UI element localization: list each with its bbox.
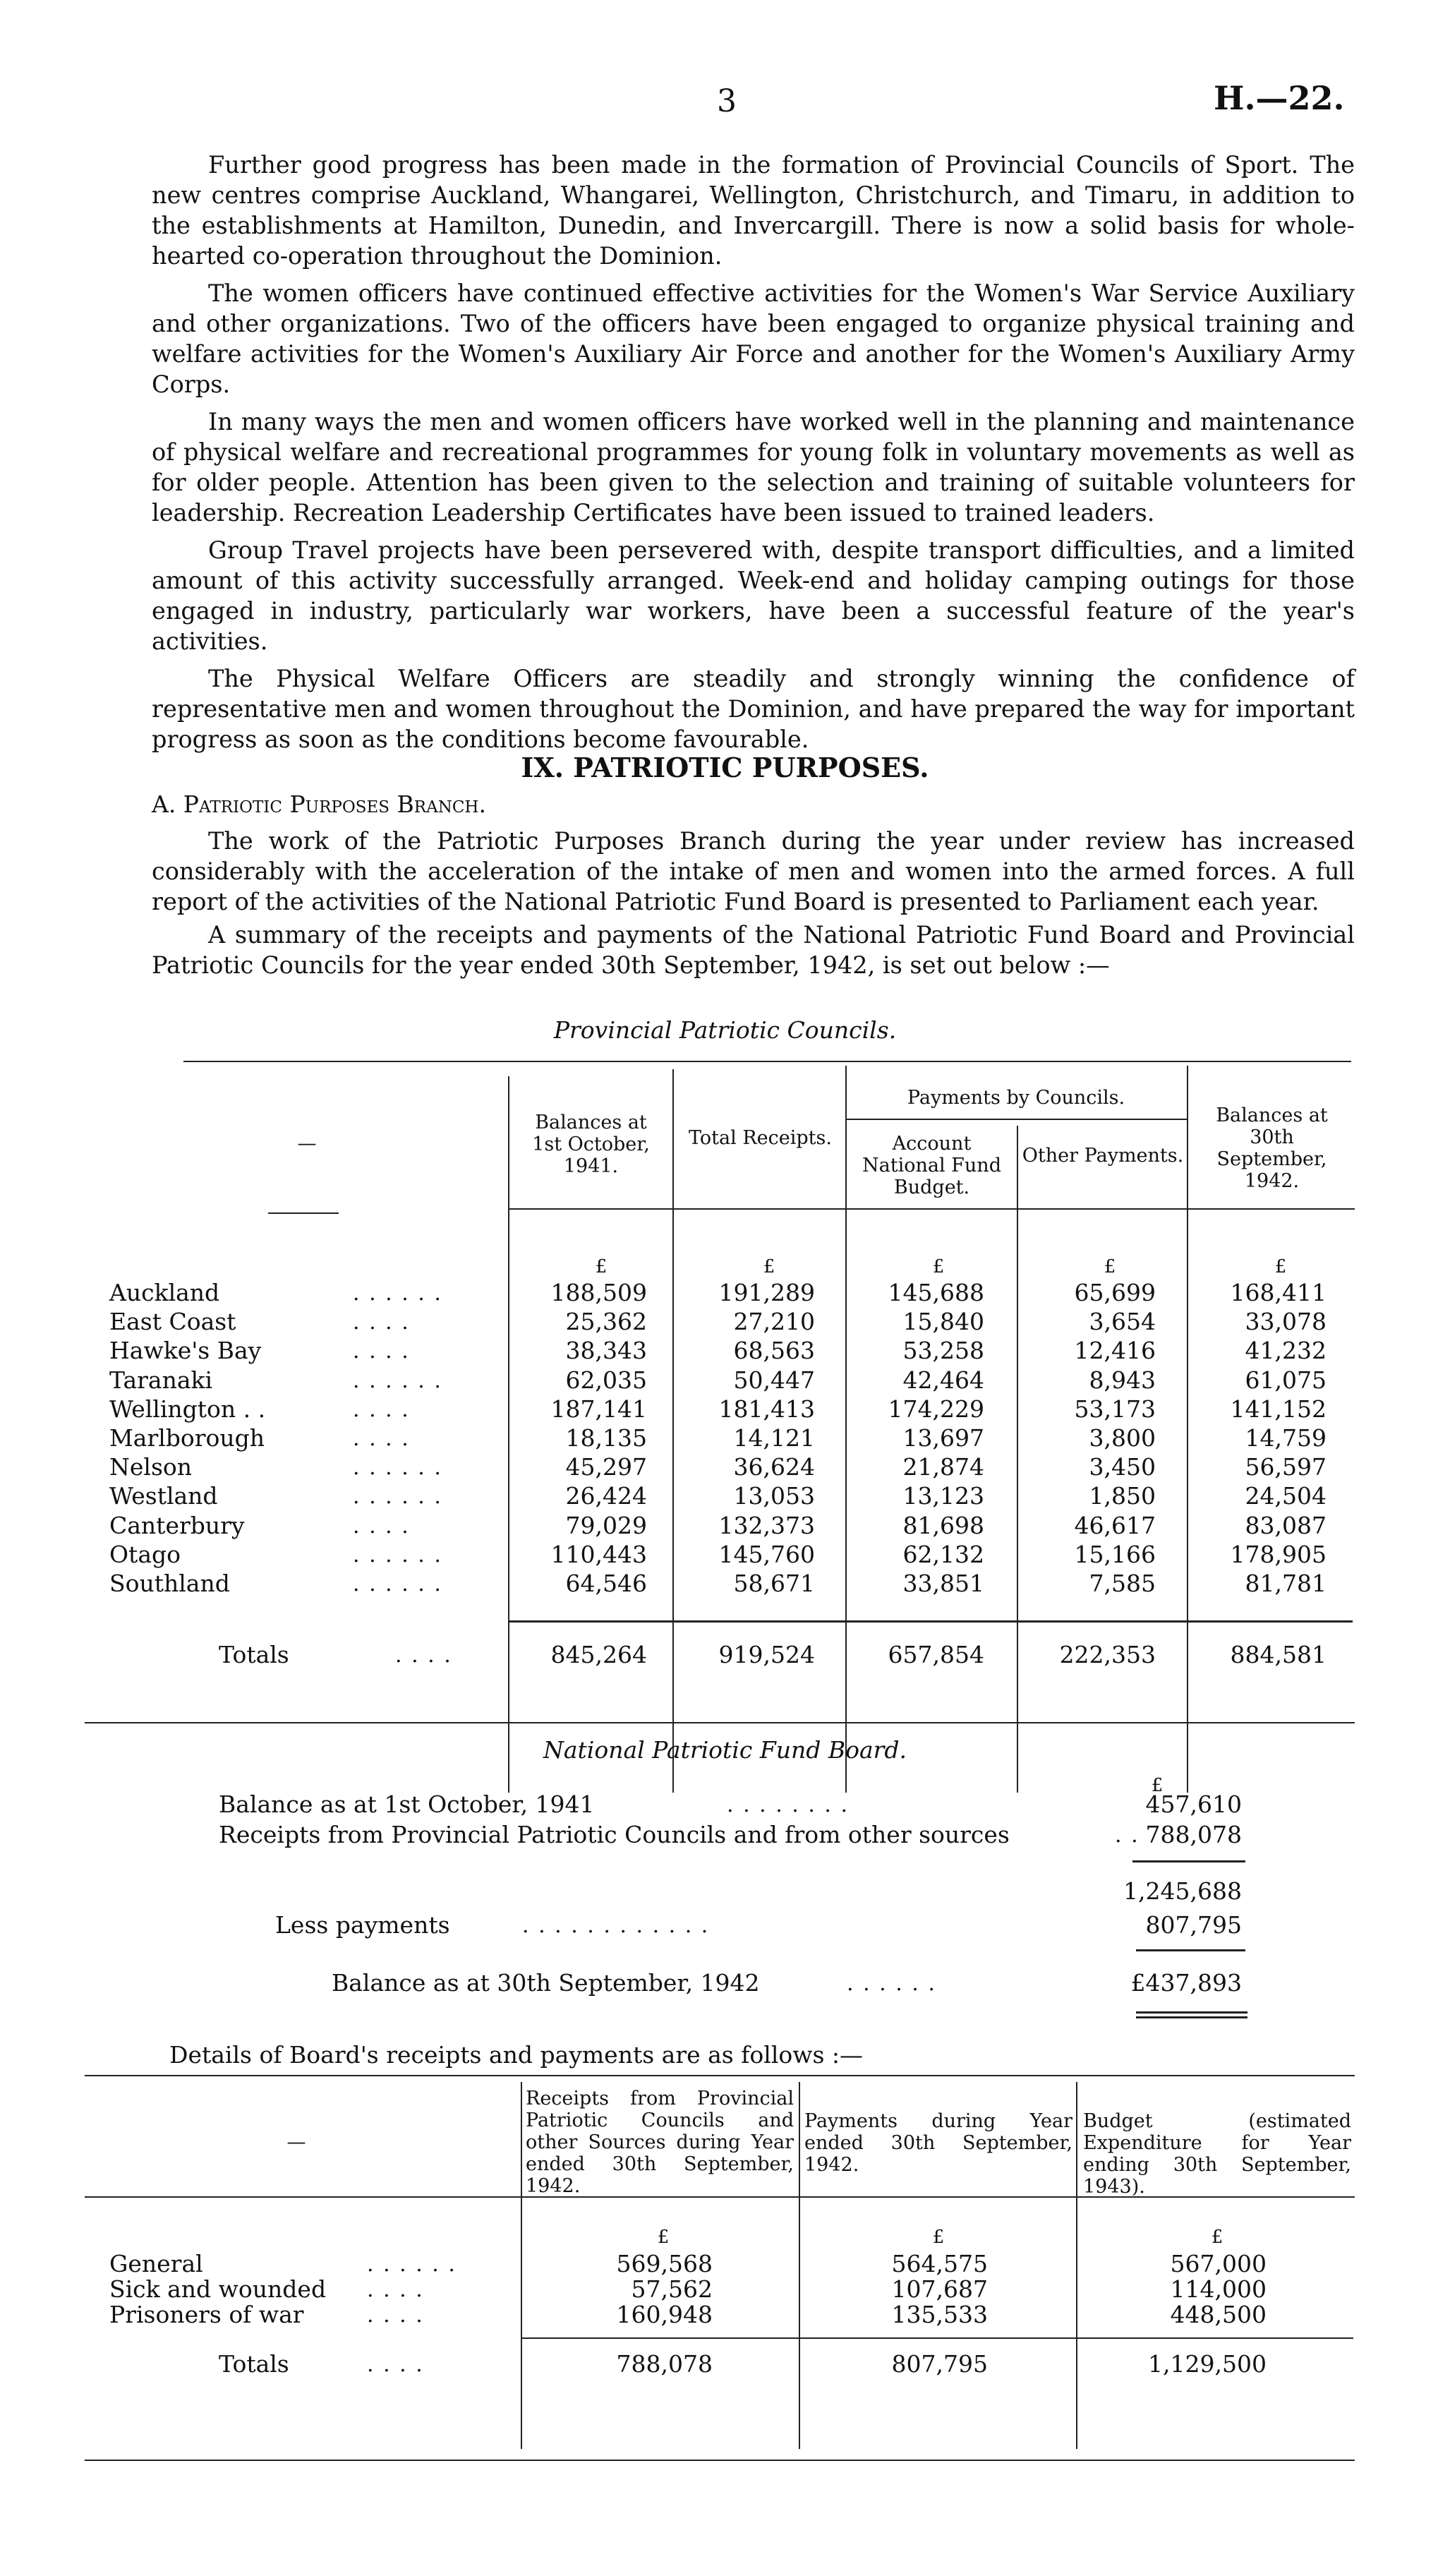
- table-cell-value: 38,343: [565, 1337, 647, 1365]
- currency-label: £: [657, 2227, 670, 2248]
- table-cell-value: 53,258: [902, 1337, 984, 1365]
- region-name: Auckland: [109, 1279, 220, 1306]
- table-cell-value: 79,029: [565, 1511, 647, 1539]
- statement-label: Receipts from Provincial Patriotic Councils and from other sources: [219, 1821, 1010, 1848]
- leader-dots: . . . . . .: [847, 1971, 936, 1996]
- table-cell-value: 81,698: [902, 1511, 984, 1539]
- category-name: Sick and wounded: [109, 2275, 327, 2303]
- stub-header: —: [286, 2131, 306, 2153]
- paragraph: The work of the Patriotic Purposes Branch during the year under review has increased considerably with the acceleration of the intake of men and women into the armed forces. A full report of the activities of the National Patriotic Fund Board is presented to Parliament each year.: [152, 827, 1355, 915]
- column-rule: [521, 2082, 522, 2449]
- totals-rule: [521, 2337, 1353, 2339]
- table-cell-value: 567,000: [1170, 2250, 1267, 2277]
- column-rule: [1076, 2082, 1077, 2449]
- col-header-total-receipts: Total Receipts.: [689, 1127, 832, 1149]
- leader-dots: . . . .: [353, 1339, 410, 1364]
- table-cell-value: 26,424: [565, 1482, 647, 1510]
- table-cell-value: 110,443: [550, 1540, 647, 1568]
- less-payments-value: 807,795: [1145, 1911, 1242, 1939]
- leader-dots: . . . .: [353, 1513, 410, 1539]
- totals-value: 788,078: [616, 2350, 713, 2378]
- balance-value: £437,893: [1130, 1969, 1242, 1997]
- statement-label: Balance as at 1st October, 1941: [219, 1790, 595, 1818]
- table-cell-value: 58,671: [733, 1570, 815, 1597]
- leader-dots: . . . .: [353, 1397, 410, 1422]
- table-cell-value: 7,585: [1089, 1570, 1156, 1597]
- leader-dots: . . . . . . . . . . . .: [522, 1913, 710, 1938]
- table-cell-value: 15,166: [1074, 1540, 1156, 1568]
- page-number: 3: [717, 83, 737, 119]
- table-cell-value: 56,597: [1245, 1453, 1327, 1481]
- leader-dots: . . . . . .: [353, 1572, 442, 1596]
- table-cell-value: 191,289: [718, 1279, 815, 1306]
- table-cell-value: 448,500: [1170, 2301, 1267, 2328]
- statement-value: 457,610: [1145, 1790, 1242, 1818]
- table-cell-value: 33,851: [902, 1570, 984, 1597]
- col-header-other-payments: Other Payments.: [1022, 1145, 1184, 1167]
- table-cell-value: 114,000: [1170, 2275, 1267, 2303]
- paragraph: The Physical Welfare Officers are steadily and strongly winning the confidence of representative men and women throughout the Dominion, and have prepared the way for important progress as soon as the conditions become favourable.: [152, 665, 1355, 753]
- stub-rule: [268, 1212, 339, 1214]
- currency-label: £: [595, 1256, 608, 1277]
- currency-label: £: [1211, 2227, 1224, 2248]
- table-cell-value: 145,688: [888, 1279, 984, 1306]
- region-name: Wellington . .: [109, 1395, 266, 1423]
- table-bottom-rule: [85, 1722, 1355, 1723]
- category-name: Prisoners of war: [109, 2301, 304, 2328]
- table-cell-value: 12,416: [1074, 1337, 1156, 1365]
- col-header-balances-1941: Balances at 1st October, 1941.: [532, 1112, 650, 1177]
- table-cell-value: 569,568: [616, 2250, 713, 2277]
- totals-label: Totals: [219, 1641, 289, 1668]
- leader-dots: . . . . . .: [353, 1455, 442, 1481]
- leader-dots: . . . . . . . .: [727, 1793, 850, 1817]
- table-cell-value: 41,232: [1245, 1337, 1327, 1365]
- region-name: Southland: [109, 1570, 230, 1597]
- subsection-title: A. Patriotic Purposes Branch.: [152, 790, 486, 818]
- table-cell-value: 188,509: [550, 1279, 647, 1306]
- column-rule: [799, 2082, 800, 2449]
- table-cell-value: 45,297: [565, 1453, 647, 1481]
- totals-value: 884,581: [1230, 1641, 1327, 1668]
- paragraph: The women officers have continued effective activities for the Women's War Service Auxiliary and other organizations. Two of the officers have been engaged to organize physical training and welfare activities for the Women's Auxiliary Air Force and another for the Women's Auxiliary Army Corps.: [152, 279, 1355, 398]
- table-cell-value: 160,948: [616, 2301, 713, 2328]
- table-cell-value: 53,173: [1074, 1395, 1156, 1423]
- intro-text: [152, 150, 1355, 762]
- table-cell-value: 25,362: [565, 1308, 647, 1336]
- paragraph: In many ways the men and women officers have worked well in the planning and maintenance of physical welfare and recreational programmes for young folk in voluntary movements as well as for older people. Attention has been given to the selection and training of suitable volunteers for leadership. Recreation Leadership Certificates have been issued to trained leaders.: [152, 408, 1355, 526]
- region-name: East Coast: [109, 1308, 236, 1336]
- region-name: Hawke's Bay: [109, 1337, 262, 1365]
- table-cell-value: 64,546: [565, 1570, 647, 1597]
- table-cell-value: 564,575: [891, 2250, 988, 2277]
- currency-label: £: [932, 2227, 945, 2248]
- leader-dots: . . . . . .: [353, 1484, 442, 1510]
- col-header-payments-group: Payments by Councils.: [907, 1087, 1125, 1109]
- totals-value: 919,524: [718, 1641, 815, 1668]
- table-cell-value: 14,121: [733, 1424, 815, 1452]
- table-cell-value: 21,874: [902, 1453, 984, 1481]
- table-cell-value: 24,504: [1245, 1482, 1327, 1510]
- col-header-balances-1942: Balances at 30th September, 1942.: [1216, 1105, 1328, 1192]
- currency-label: £: [932, 1256, 945, 1277]
- table-cell-value: 13,053: [733, 1482, 815, 1510]
- details-intro: Details of Board's receipts and payments are as follows :—: [169, 2041, 864, 2069]
- leader-dots: . . . .: [353, 1310, 410, 1335]
- table-cell-value: 13,697: [902, 1424, 984, 1452]
- table-cell-value: 141,152: [1230, 1395, 1327, 1423]
- header-bottom-rule: [508, 1208, 1355, 1210]
- paragraph: Group Travel projects have been persevered with, despite transport difficulties, and a limited amount of this activity successfully arranged. Week-end and holiday camping outings for those engaged in industry, particularly war workers, have been a successful feature of the year's activities.: [152, 536, 1355, 655]
- col-header-account-national: Account National Fund Budget.: [862, 1133, 1001, 1198]
- table-cell-value: 62,035: [565, 1366, 647, 1394]
- col-header-budget: Budget (estimated Expenditure for Year ending 30th September, 1943).: [1083, 2110, 1351, 2198]
- region-name: Canterbury: [109, 1511, 245, 1539]
- table-cell-value: 65,699: [1074, 1279, 1156, 1306]
- totals-rule: [509, 1620, 1353, 1623]
- table-top-rule: [183, 1061, 1351, 1062]
- paragraph: Further good progress has been made in the formation of Provincial Councils of Sport. The new centres comprise Auckland, Whangarei, Wellington, Christchurch, and Timaru, in addition to the establishments at Hamilton, Dunedin, and Invercargill. There is now a solid basis for whole-hearted co-operation throughout the Dominion.: [152, 151, 1355, 270]
- totals-value: 222,353: [1059, 1641, 1156, 1668]
- col-header-receipts: Receipts from Provincial Patriotic Councils and other Sources during Year ended 30th September, 1942.: [526, 2088, 794, 2197]
- leader-dots: . . . . . .: [353, 1281, 442, 1306]
- paragraph: A summary of the receipts and payments of the National Patriotic Fund Board and Provincial Patriotic Councils for the year ended 30th September, 1942, is set out below :—: [152, 921, 1355, 979]
- table-top-rule: [85, 2075, 1355, 2076]
- table-cell-value: 8,943: [1089, 1366, 1156, 1394]
- currency-label: £: [1104, 1256, 1116, 1277]
- totals-value: 657,854: [888, 1641, 984, 1668]
- stub-header: —: [297, 1133, 317, 1155]
- table-cell-value: 174,229: [888, 1395, 984, 1423]
- subtotal-rule: [1132, 1860, 1245, 1862]
- region-name: Otago: [109, 1540, 181, 1568]
- table-cell-value: 81,781: [1245, 1570, 1327, 1597]
- table-bottom-rule: [85, 2460, 1355, 2461]
- subtotal-value: 1,245,688: [1123, 1877, 1242, 1905]
- table-cell-value: 132,373: [718, 1511, 815, 1539]
- double-underline: [1136, 2011, 1247, 2018]
- table-cell-value: 107,687: [891, 2275, 988, 2303]
- table-cell-value: 181,413: [718, 1395, 815, 1423]
- totals-value: 807,795: [891, 2350, 988, 2378]
- leader-dots: . . . .: [367, 2352, 424, 2377]
- table-cell-value: 33,078: [1245, 1308, 1327, 1336]
- leader-dots: . . . .: [367, 2303, 424, 2328]
- table-cell-value: 18,135: [565, 1424, 647, 1452]
- leader-dots: . . . . . .: [353, 1542, 442, 1567]
- provincial-table-caption: Provincial Patriotic Councils.: [553, 1016, 897, 1044]
- totals-value: 1,129,500: [1148, 2350, 1267, 2378]
- leader-dots: . . . .: [353, 1426, 410, 1451]
- national-board-caption: National Patriotic Fund Board.: [543, 1736, 907, 1764]
- table-cell-value: 57,562: [631, 2275, 713, 2303]
- table-cell-value: 168,411: [1230, 1279, 1327, 1306]
- region-name: Taranaki: [109, 1366, 213, 1394]
- totals-value: 845,264: [550, 1641, 647, 1668]
- currency-label: £: [763, 1256, 775, 1277]
- less-payments-label: Less payments: [275, 1911, 450, 1939]
- leader-dots: . . . . . .: [367, 2252, 457, 2277]
- table-cell-value: 46,617: [1074, 1511, 1156, 1539]
- category-name: General: [109, 2250, 203, 2277]
- table-cell-value: 3,450: [1089, 1453, 1156, 1481]
- currency-label: £: [1274, 1256, 1287, 1277]
- region-name: Westland: [109, 1482, 218, 1510]
- leader-dots: . . . .: [367, 2277, 424, 2302]
- leader-dots: . .: [1115, 1823, 1140, 1848]
- balance-label: Balance as at 30th September, 1942: [332, 1969, 760, 1997]
- section-title: IX. PATRIOTIC PURPOSES.: [521, 752, 929, 783]
- table-cell-value: 36,624: [733, 1453, 815, 1481]
- group-header-rule: [845, 1119, 1187, 1120]
- table-cell-value: 13,123: [902, 1482, 984, 1510]
- col-header-payments: Payments during Year ended 30th September, 1942.: [804, 2110, 1073, 2176]
- region-name: Nelson: [109, 1453, 193, 1481]
- table-cell-value: 135,533: [891, 2301, 988, 2328]
- table-cell-value: 187,141: [550, 1395, 647, 1423]
- table-cell-value: 3,800: [1089, 1424, 1156, 1452]
- totals-label: Totals: [219, 2350, 289, 2378]
- table-cell-value: 62,132: [902, 1540, 984, 1568]
- table-cell-value: 68,563: [733, 1337, 815, 1365]
- table-cell-value: 3,654: [1089, 1308, 1156, 1336]
- document-reference: H.—22.: [1214, 79, 1345, 117]
- table-cell-value: 145,760: [718, 1540, 815, 1568]
- leader-dots: . . . .: [395, 1643, 452, 1668]
- table-cell-value: 14,759: [1245, 1424, 1327, 1452]
- table-cell-value: 83,087: [1245, 1511, 1327, 1539]
- region-name: Marlborough: [109, 1424, 265, 1452]
- table-cell-value: 178,905: [1230, 1540, 1327, 1568]
- table-cell-value: 15,840: [902, 1308, 984, 1336]
- statement-value: 788,078: [1145, 1821, 1242, 1848]
- leader-dots: . . . . . .: [353, 1368, 442, 1393]
- balance-rule: [1136, 1949, 1245, 1951]
- table-cell-value: 42,464: [902, 1366, 984, 1394]
- table-cell-value: 1,850: [1089, 1482, 1156, 1510]
- section-text: [152, 826, 1355, 987]
- table-cell-value: 61,075: [1245, 1366, 1327, 1394]
- currency-label: £: [1151, 1775, 1164, 1796]
- table-cell-value: 27,210: [733, 1308, 815, 1336]
- table-cell-value: 50,447: [733, 1366, 815, 1394]
